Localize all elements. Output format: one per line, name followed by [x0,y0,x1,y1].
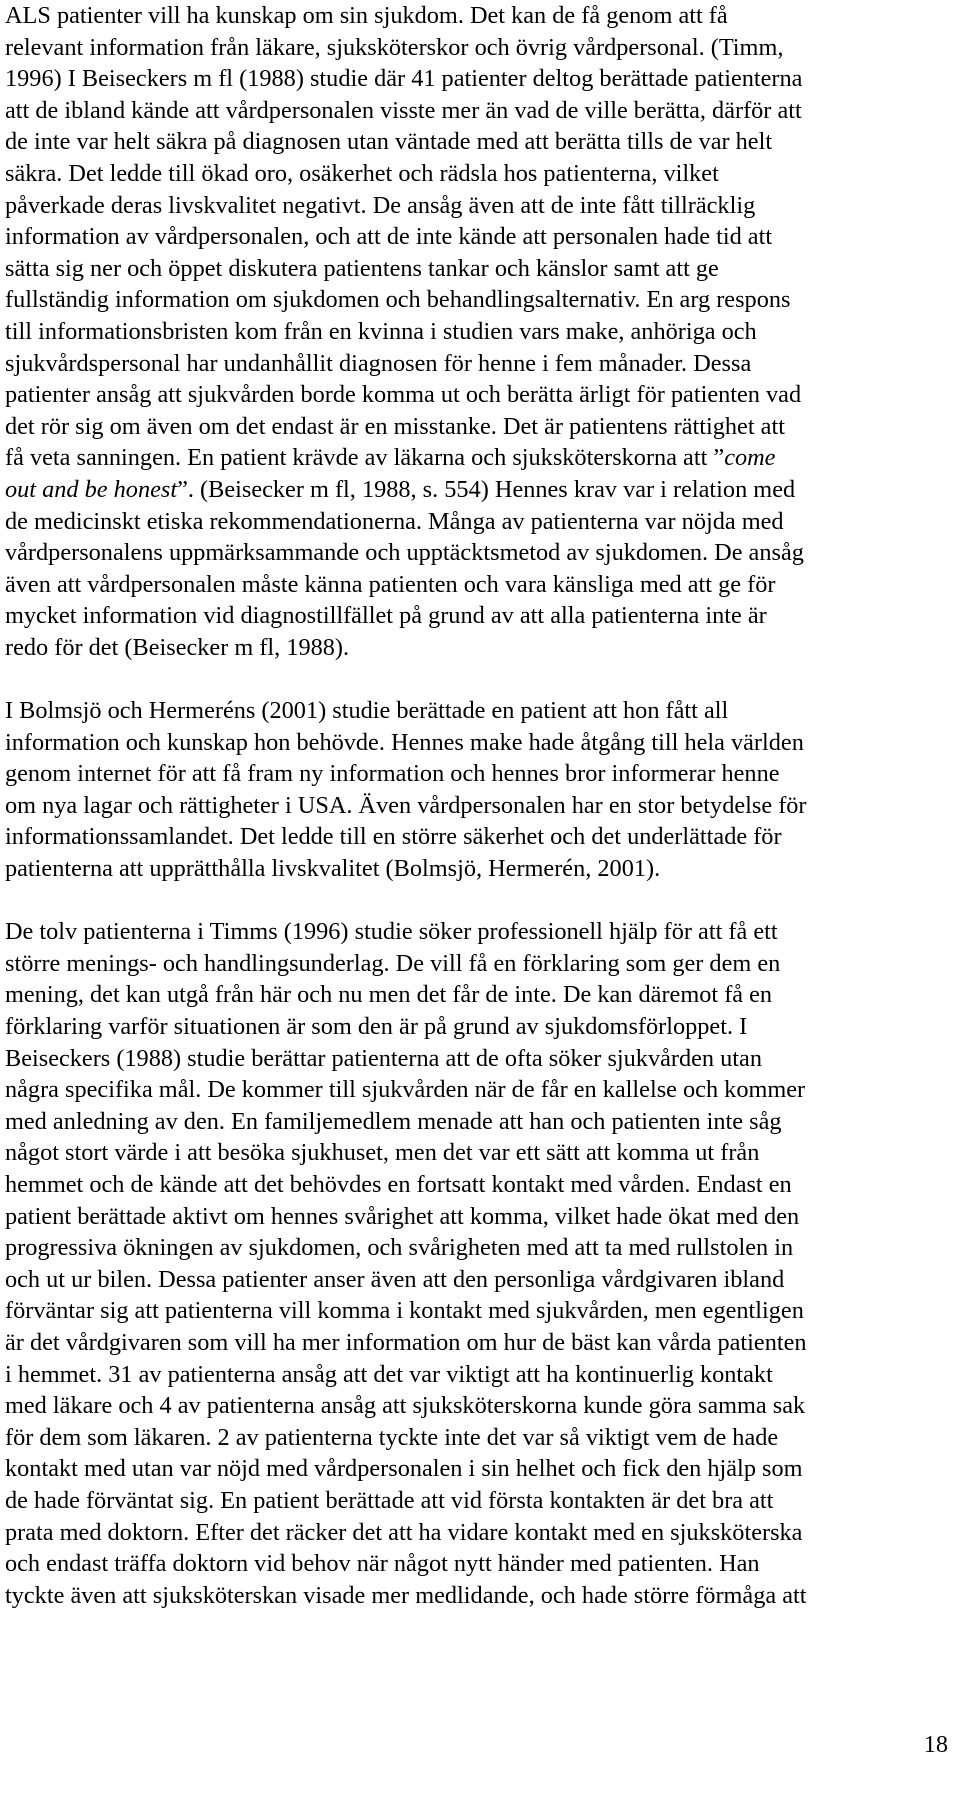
text-line: I Bolmsjö och Hermeréns (2001) studie berättade en patient att hon fått all [5,697,729,725]
text-line-suffix: ”. (Beisecker m fl, 1988, s. 554) Hennes krav var i relation med [177,475,796,503]
text-line: om nya lagar och rättigheter i USA. Även vårdpersonalen har en stor betydelse för [5,791,807,819]
quote-italic: out and be honest [5,475,178,503]
text-line: genom internet för att få fram ny information och hennes bror informerar henne [5,760,780,788]
text-line: för dem som läkaren. 2 av patienterna tyckte inte det var så viktigt vem de hade [5,1423,779,1451]
text-line: ALS patienter vill ha kunskap om sin sjukdom. Det kan de få genom att få [5,2,728,29]
paragraph-spacer [5,663,955,695]
text-line: relevant information från läkare, sjuksköterskor och övrig vårdpersonal. (Timm, [5,33,784,61]
text-line: prata med doktorn. Efter det räcker det att ha vidare kontakt med en sjuksköterska [5,1518,803,1546]
text-line: större menings- och handlingsunderlag. De vill få en förklaring som ger dem en [5,949,781,977]
text-line [5,442,955,474]
text-line: de inte var helt säkra på diagnosen utan väntade med att berätta tills de var helt [5,128,773,156]
text-line: information och kunskap hon behövde. Hennes make hade åtgång till hela världen [5,728,804,756]
paragraph-2 [5,695,955,885]
paragraph-spacer [5,885,955,917]
text-line: säkra. Det ledde till ökad oro, osäkerhet och rädsla hos patienterna, vilket [5,159,719,187]
text-line: fullständig information om sjukdomen och behandlingsalternativ. En arg respons [5,286,791,314]
text-line: progressiva ökningen av sjukdomen, och svårigheten med att ta med rullstolen in [5,1234,794,1262]
text-line: redo för det (Beisecker m fl, 1988). [5,633,350,661]
text-line: även att vårdpersonalen måste känna patienten och vara känsliga med att ge för [5,570,776,598]
text-line: mycket information vid diagnostillfället på grund av att alla patienterna inte är [5,602,767,630]
text-line: är det vårdgivaren som vill ha mer information om hur de bäst kan vårda patienten [5,1328,807,1356]
text-line: i hemmet. 31 av patienterna ansåg att det var viktigt att ha kontinuerlig kontakt [5,1360,773,1388]
text-line: tyckte även att sjuksköterskan visade mer medlidande, och hade större förmåga att [5,1581,807,1609]
text-line: patient berättade aktivt om hennes svårighet att komma, vilket hade ökat med den [5,1202,800,1230]
text-line [5,474,955,506]
text-line: sätta sig ner och öppet diskutera patientens tankar och känslor samt att ge [5,254,719,282]
text-line: till informationsbristen kom från en kvinna i studien vars make, anhöriga och [5,317,757,345]
text-line: förväntar sig att patienterna vill komma i kontakt med sjukvården, men egentligen [5,1297,804,1325]
text-line: patienterna att upprätthålla livskvalitet (Bolmsjö, Hermerén, 2001). [5,855,661,883]
document-page [5,0,955,1611]
paragraph-3 [5,916,955,1611]
text-line: hemmet och de kände att det behövdes en fortsatt kontakt med vården. Endast en [5,1170,792,1198]
page-number: 18 [923,1731,948,1758]
text-line: påverkade deras livskvalitet negativt. De ansåg även att de inte fått tillräcklig [5,191,756,219]
text-line: De tolv patienterna i Timms (1996) studie söker professionell hjälp för att få ett [5,918,778,946]
text-line: de hade förväntat sig. En patient berättade att vid första kontakten är det bra att [5,1486,774,1514]
text-line: Beiseckers (1988) studie berättar patienterna att de ofta söker sjukvården utan [5,1044,762,1072]
text-line: vårdpersonalens uppmärksammande och upptäcktsmetod av sjukdomen. De ansåg [5,539,804,567]
text-line: att de ibland kände att vårdpersonalen visste mer än vad de ville berätta, därför att [5,96,802,124]
text-line: mening, det kan utgå från här och nu men det får de inte. De kan däremot få en [5,981,773,1009]
text-line: förklaring varför situationen är som den är på grund av sjukdomsförloppet. I [5,1013,748,1040]
paragraph-1 [5,0,955,663]
text-line: kontakt med utan var nöjd med vårdpersonalen i sin helhet och fick den hjälp som [5,1455,803,1483]
text-line: de medicinskt etiska rekommendationerna. Många av patienterna var nöjda med [5,507,784,535]
text-line: information av vårdpersonalen, och att de inte kände att personalen hade tid att [5,223,773,251]
text-line: sjukvårdspersonal har undanhållit diagnosen för henne i fem månader. Dessa [5,349,752,377]
text-line: några specifika mål. De kommer till sjukvården när de får en kallelse och kommer [5,1076,806,1104]
text-line: patienter ansåg att sjukvården borde komma ut och berätta ärligt för patienten vad [5,381,802,409]
text-line: något stort värde i att besöka sjukhuset, men det var ett sätt att komma ut från [5,1139,760,1167]
quote-italic: come [724,444,776,472]
text-line: och endast träffa doktorn vid behov när något nytt händer med patienten. Han [5,1550,760,1578]
text-line: med läkare och 4 av patienterna ansåg att sjuksköterskorna kunde göra samma sak [5,1392,806,1420]
text-line: det rör sig om även om det endast är en misstanke. Det är patientens rättighet att [5,412,785,440]
text-line-prefix: få veta sanningen. En patient krävde av läkarna och sjuksköterskorna att ” [5,444,725,472]
text-line: med anledning av den. En familjemedlem menade att han och patienten inte såg [5,1107,782,1135]
text-line: och ut ur bilen. Dessa patienter anser även att den personliga vårdgivaren ibland [5,1265,785,1293]
text-line: 1996) I Beiseckers m fl (1988) studie där 41 patienter deltog berättade patienterna [5,65,803,93]
text-line: informationssamlandet. Det ledde till en större säkerhet och det underlättade för [5,823,782,851]
